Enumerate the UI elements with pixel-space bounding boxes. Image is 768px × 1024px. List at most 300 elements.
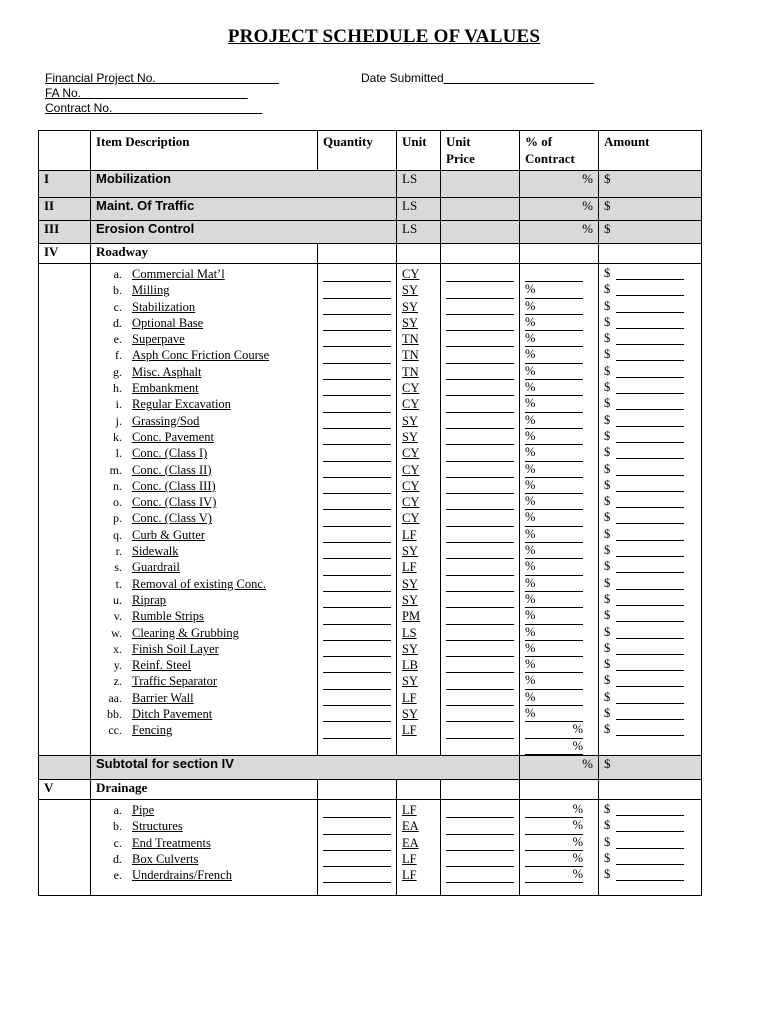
- item-letter: z.: [113, 674, 122, 689]
- item-description: Commercial Mat’l: [132, 267, 225, 281]
- unit-price-blank[interactable]: [446, 510, 514, 526]
- unit-price-blank[interactable]: [446, 657, 514, 673]
- quantity-blank[interactable]: [323, 543, 391, 559]
- unit-price-blank[interactable]: [446, 818, 514, 834]
- unit-price-cell[interactable]: [441, 171, 520, 198]
- list-item: [96, 347, 312, 363]
- amount-underline: [616, 446, 684, 459]
- pct-cell[interactable]: %: [520, 221, 599, 244]
- item-description: Curb & Gutter: [132, 527, 205, 542]
- amount-cell[interactable]: $: [599, 221, 702, 244]
- unit-price-blank[interactable]: [446, 673, 514, 689]
- unit-price-blank[interactable]: [446, 543, 514, 559]
- quantity-blank[interactable]: [323, 802, 391, 818]
- pct-blank[interactable]: %: [525, 429, 583, 445]
- amount-blank[interactable]: [604, 445, 696, 461]
- quantity-blank[interactable]: [323, 429, 391, 445]
- roadway-items-row: [39, 264, 702, 756]
- pct-blank[interactable]: %: [525, 625, 583, 641]
- drainage-amount-col: [599, 799, 702, 895]
- amount-blank[interactable]: [604, 510, 696, 526]
- amount-underline: [616, 868, 684, 881]
- unit-price-blank[interactable]: [446, 299, 514, 315]
- unit-price-blank[interactable]: [446, 559, 514, 575]
- item-unit: SY: [402, 674, 418, 689]
- pct-cell[interactable]: %: [520, 755, 599, 779]
- section-unit: LS: [397, 171, 441, 198]
- empty-cell: [397, 244, 441, 264]
- empty-cell: [520, 244, 599, 264]
- pct-blank[interactable]: %: [525, 331, 583, 347]
- pct-blank[interactable]: %: [525, 706, 583, 722]
- item-description: Conc. Pavement: [132, 429, 214, 444]
- list-item: [96, 315, 312, 331]
- quantity-blank[interactable]: [323, 608, 391, 624]
- list-item: [96, 657, 312, 673]
- list-item: [96, 527, 312, 543]
- empty-cell: [599, 779, 702, 799]
- pct-blank[interactable]: %: [525, 657, 583, 673]
- item-letter: u.: [113, 592, 122, 607]
- empty-cell: [441, 779, 520, 799]
- pct-blank[interactable]: %: [525, 494, 583, 510]
- section-unit: LS: [397, 198, 441, 221]
- amount-underline: [616, 267, 684, 280]
- amount-blank[interactable]: [604, 706, 696, 722]
- quantity-blank[interactable]: [323, 445, 391, 461]
- quantity-blank[interactable]: [323, 641, 391, 657]
- quantity-blank[interactable]: [323, 625, 391, 641]
- item-letter: q.: [113, 527, 122, 542]
- unit-price-blank[interactable]: [446, 641, 514, 657]
- amount-blank[interactable]: [604, 690, 696, 706]
- item-description: Guardrail: [132, 560, 180, 575]
- dollar-sign: $: [604, 298, 611, 313]
- list-item: [96, 364, 312, 380]
- pct-blank[interactable]: %: [525, 527, 583, 543]
- section-num: I: [39, 171, 91, 198]
- quantity-blank[interactable]: [323, 867, 391, 883]
- amount-blank[interactable]: [604, 527, 696, 543]
- list-item: [96, 543, 312, 559]
- unit-price-blank[interactable]: [446, 608, 514, 624]
- dollar-sign: $: [604, 657, 611, 672]
- item-description: Pipe: [132, 802, 155, 817]
- dollar-sign: $: [604, 380, 611, 395]
- unit-price-blank[interactable]: [446, 576, 514, 592]
- amount-underline: [616, 674, 684, 687]
- list-item: [96, 835, 312, 851]
- unit-price-blank[interactable]: [446, 445, 514, 461]
- header-unit-price: [441, 131, 520, 171]
- amount-blank[interactable]: [604, 543, 696, 559]
- item-unit: TN: [402, 364, 419, 379]
- amount-blank[interactable]: [604, 592, 696, 608]
- dollar-sign: $: [604, 543, 611, 558]
- amount-underline: [616, 544, 684, 557]
- amount-underline: [616, 819, 684, 832]
- pct-blank[interactable]: %: [525, 347, 583, 363]
- unit-price-blank[interactable]: [446, 478, 514, 494]
- list-item: [96, 722, 312, 738]
- unit-price-blank[interactable]: [446, 413, 514, 429]
- amount-underline: [616, 495, 684, 508]
- item-unit: LF: [402, 723, 417, 738]
- header-num: [39, 131, 91, 171]
- item-description: Conc. (Class I): [132, 446, 208, 461]
- amount-underline: [616, 560, 684, 573]
- pct-blank[interactable]: %: [525, 510, 583, 526]
- amount-underline: [616, 609, 684, 622]
- item-letter: cc.: [108, 723, 122, 738]
- item-letter: t.: [115, 576, 122, 591]
- list-item: [96, 592, 312, 608]
- unit-price-blank[interactable]: [446, 592, 514, 608]
- amount-underline: [616, 283, 684, 296]
- quantity-blank[interactable]: [323, 818, 391, 834]
- dollar-sign: $: [604, 477, 611, 492]
- empty-cell: [318, 779, 397, 799]
- unit-price-blank[interactable]: [446, 867, 514, 883]
- drainage-pct-col: [520, 799, 599, 895]
- quantity-blank[interactable]: [323, 576, 391, 592]
- pct-blank[interactable]: %: [525, 445, 583, 461]
- pct-blank[interactable]: %: [525, 802, 583, 818]
- pct-blank[interactable]: %: [525, 380, 583, 396]
- pct-blank[interactable]: %: [525, 851, 583, 867]
- pct-blank[interactable]: %: [525, 462, 583, 478]
- section-num: III: [39, 221, 91, 244]
- unit-price-blank[interactable]: [446, 347, 514, 363]
- unit-price-blank[interactable]: [446, 282, 514, 298]
- pct-blank[interactable]: %: [525, 835, 583, 851]
- item-description: Rumble Strips: [132, 609, 204, 624]
- unit-price-blank[interactable]: [446, 706, 514, 722]
- pct-cell[interactable]: %: [520, 171, 599, 198]
- date-submitted-field[interactable]: [361, 71, 594, 85]
- quantity-blank[interactable]: [323, 690, 391, 706]
- dollar-sign: $: [604, 591, 611, 606]
- amount-blank[interactable]: [604, 722, 696, 738]
- amount-cell[interactable]: $: [599, 755, 702, 779]
- quantity-blank[interactable]: [323, 364, 391, 380]
- pct-blank[interactable]: %: [525, 315, 583, 331]
- item-description: Milling: [132, 283, 170, 298]
- quantity-blank[interactable]: [323, 462, 391, 478]
- quantity-blank[interactable]: [323, 510, 391, 526]
- amount-underline: [616, 803, 684, 816]
- amount-blank[interactable]: [604, 673, 696, 689]
- item-description: Grassing/Sod: [132, 413, 200, 428]
- amount-underline: [616, 691, 684, 704]
- amount-underline: [616, 836, 684, 849]
- unit-price-blank[interactable]: [446, 266, 514, 282]
- quantity-blank[interactable]: [323, 396, 391, 412]
- item-unit: EA: [402, 835, 419, 850]
- financial-project-blank: ​: [155, 71, 280, 85]
- quantity-blank[interactable]: [323, 722, 391, 738]
- section-row-drainage: [39, 779, 702, 799]
- roadway-qty-col: [318, 264, 397, 756]
- pct-blank[interactable]: %: [525, 576, 583, 592]
- roadway-unit-col: [397, 264, 441, 756]
- quantity-blank[interactable]: [323, 299, 391, 315]
- item-letter: aa.: [108, 690, 122, 705]
- amount-underline: [616, 397, 684, 410]
- amount-cell[interactable]: $: [599, 171, 702, 198]
- amount-underline: [616, 479, 684, 492]
- amount-blank[interactable]: [604, 315, 696, 331]
- amount-blank[interactable]: [604, 608, 696, 624]
- amount-blank[interactable]: [604, 657, 696, 673]
- item-unit: SY: [402, 576, 418, 591]
- unit-price-blank[interactable]: [446, 527, 514, 543]
- amount-blank[interactable]: [604, 299, 696, 315]
- unit-price-cell[interactable]: [441, 198, 520, 221]
- item-letter: y.: [113, 658, 122, 673]
- item-letter: l.: [115, 446, 122, 461]
- header-pct-1: % of: [525, 134, 553, 149]
- list-item: [96, 331, 312, 347]
- quantity-blank[interactable]: [323, 331, 391, 347]
- unit-price-blank[interactable]: [446, 690, 514, 706]
- pct-blank[interactable]: %: [525, 867, 583, 883]
- amount-blank[interactable]: [604, 494, 696, 510]
- list-item: [96, 559, 312, 575]
- quantity-blank[interactable]: [323, 851, 391, 867]
- pct-blank[interactable]: %: [525, 299, 583, 315]
- amount-blank[interactable]: [604, 478, 696, 494]
- dollar-sign: $: [604, 608, 611, 623]
- item-letter: e.: [113, 868, 122, 883]
- amount-blank[interactable]: [604, 396, 696, 412]
- item-description: Clearing & Grubbing: [132, 625, 239, 640]
- roadway-amount-col: [599, 264, 702, 756]
- amount-blank[interactable]: [604, 331, 696, 347]
- unit-price-blank[interactable]: [446, 462, 514, 478]
- item-letter: o.: [113, 495, 122, 510]
- unit-price-blank[interactable]: [446, 396, 514, 412]
- amount-blank[interactable]: [604, 867, 696, 883]
- item-letter: k.: [113, 429, 122, 444]
- amount-blank[interactable]: [604, 364, 696, 380]
- quantity-blank[interactable]: [323, 380, 391, 396]
- pct-blank[interactable]: [525, 266, 583, 282]
- item-unit: EA: [402, 819, 419, 834]
- list-item: [96, 706, 312, 722]
- list-item: [96, 445, 312, 461]
- pct-blank[interactable]: %: [525, 543, 583, 559]
- unit-price-blank[interactable]: [446, 429, 514, 445]
- quantity-blank[interactable]: [323, 494, 391, 510]
- unit-price-blank[interactable]: [446, 364, 514, 380]
- pct-blank[interactable]: %: [525, 592, 583, 608]
- quantity-blank[interactable]: [323, 266, 391, 282]
- list-item: [96, 673, 312, 689]
- amount-underline: [616, 430, 684, 443]
- section-row-mobilization: [39, 171, 702, 198]
- dollar-sign: $: [604, 363, 611, 378]
- list-item: [96, 576, 312, 592]
- item-description: Barrier Wall: [132, 690, 194, 705]
- amount-blank[interactable]: [604, 851, 696, 867]
- unit-price-blank[interactable]: [446, 494, 514, 510]
- amount-blank[interactable]: [604, 559, 696, 575]
- unit-price-blank[interactable]: [446, 380, 514, 396]
- pct-blank[interactable]: %: [525, 413, 583, 429]
- item-unit: SY: [402, 299, 418, 314]
- pct-blank[interactable]: %: [525, 396, 583, 412]
- unit-price-blank[interactable]: [446, 315, 514, 331]
- quantity-blank[interactable]: [323, 282, 391, 298]
- roadway-desc-col: [91, 264, 318, 756]
- unit-price-blank[interactable]: [446, 331, 514, 347]
- item-unit: SY: [402, 592, 418, 607]
- list-item: [96, 396, 312, 412]
- item-unit: LF: [402, 868, 417, 883]
- contract-no-blank: ​: [112, 101, 263, 115]
- item-description: Structures: [132, 819, 183, 834]
- pct-cell[interactable]: %: [520, 198, 599, 221]
- amount-underline: [616, 528, 684, 541]
- drainage-price-col: [441, 799, 520, 895]
- amount-blank[interactable]: [604, 413, 696, 429]
- contract-no-field[interactable]: [45, 101, 262, 115]
- item-unit: CY: [402, 462, 420, 477]
- amount-blank[interactable]: [604, 818, 696, 834]
- list-item: [96, 299, 312, 315]
- quantity-blank[interactable]: [323, 315, 391, 331]
- section-row-erosion-control: [39, 221, 702, 244]
- amount-blank[interactable]: [604, 835, 696, 851]
- amount-blank[interactable]: [604, 266, 696, 282]
- list-item: [96, 478, 312, 494]
- item-unit: TN: [402, 348, 419, 363]
- quantity-blank[interactable]: [323, 478, 391, 494]
- pct-blank[interactable]: %: [525, 478, 583, 494]
- amount-blank[interactable]: [604, 462, 696, 478]
- list-item: [96, 494, 312, 510]
- unit-price-blank[interactable]: [446, 625, 514, 641]
- item-letter: a.: [113, 267, 122, 281]
- dollar-sign: $: [604, 801, 611, 816]
- empty-cell: [39, 799, 91, 895]
- amount-blank[interactable]: [604, 282, 696, 298]
- item-letter: n.: [113, 478, 122, 493]
- amount-underline: [616, 348, 684, 361]
- item-letter: g.: [113, 364, 122, 379]
- quantity-blank[interactable]: [323, 347, 391, 363]
- section-name: Roadway: [91, 244, 318, 264]
- pct-blank[interactable]: %: [525, 739, 583, 755]
- list-item: [96, 690, 312, 706]
- pct-blank[interactable]: %: [525, 673, 583, 689]
- drainage-qty-col: [318, 799, 397, 895]
- pct-blank[interactable]: %: [525, 641, 583, 657]
- section-name: Erosion Control: [91, 221, 397, 244]
- item-description: Conc. (Class IV): [132, 495, 217, 510]
- item-description: Optional Base: [132, 315, 204, 330]
- item-letter: j.: [115, 413, 122, 428]
- amount-underline: [616, 414, 684, 427]
- item-description: Reinf. Steel: [132, 658, 192, 673]
- unit-price-blank[interactable]: [446, 851, 514, 867]
- amount-blank[interactable]: [604, 641, 696, 657]
- quantity-blank[interactable]: [323, 657, 391, 673]
- unit-price-blank[interactable]: [446, 835, 514, 851]
- amount-blank[interactable]: [604, 576, 696, 592]
- item-letter: b.: [113, 283, 122, 298]
- item-unit: CY: [402, 397, 420, 412]
- quantity-blank[interactable]: [323, 592, 391, 608]
- quantity-blank[interactable]: [323, 527, 391, 543]
- item-letter: a.: [113, 802, 122, 817]
- quantity-blank[interactable]: [323, 673, 391, 689]
- item-description: Sidewalk: [132, 544, 179, 559]
- amount-blank[interactable]: [604, 802, 696, 818]
- item-description: Fencing: [132, 723, 173, 738]
- amount-underline: [616, 300, 684, 313]
- amount-underline: [616, 365, 684, 378]
- amount-cell[interactable]: $: [599, 198, 702, 221]
- pct-blank[interactable]: %: [525, 722, 583, 738]
- section-num: IV: [39, 244, 91, 264]
- unit-price-blank[interactable]: [446, 802, 514, 818]
- quantity-blank[interactable]: [323, 413, 391, 429]
- amount-blank[interactable]: [604, 625, 696, 641]
- item-unit: CY: [402, 495, 420, 510]
- pct-blank[interactable]: %: [525, 364, 583, 380]
- unit-price-cell[interactable]: [441, 221, 520, 244]
- item-description: Finish Soil Layer: [132, 641, 219, 656]
- fa-no-field[interactable]: [45, 86, 248, 100]
- financial-project-field[interactable]: [45, 71, 279, 85]
- drainage-desc-col: [91, 799, 318, 895]
- item-unit: SY: [402, 544, 418, 559]
- roadway-price-col: [441, 264, 520, 756]
- quantity-blank[interactable]: [323, 835, 391, 851]
- dollar-sign: $: [604, 412, 611, 427]
- unit-price-blank[interactable]: [446, 722, 514, 738]
- item-letter: r.: [115, 544, 122, 559]
- amount-blank[interactable]: [604, 429, 696, 445]
- item-letter: bb.: [107, 707, 122, 722]
- pct-blank[interactable]: %: [525, 559, 583, 575]
- item-description: Conc. (Class V): [132, 511, 212, 526]
- dollar-sign: $: [604, 834, 611, 849]
- pct-blank[interactable]: %: [525, 282, 583, 298]
- amount-blank[interactable]: [604, 380, 696, 396]
- dollar-sign: $: [604, 722, 611, 737]
- amount-underline: [616, 642, 684, 655]
- item-description: Underdrains/French: [132, 868, 232, 883]
- pct-blank[interactable]: %: [525, 690, 583, 706]
- list-item: [96, 413, 312, 429]
- empty-cell: [441, 244, 520, 264]
- subtotal-label: Subtotal for section IV: [91, 755, 520, 779]
- list-item: [96, 462, 312, 478]
- pct-blank[interactable]: %: [525, 818, 583, 834]
- quantity-blank[interactable]: [323, 706, 391, 722]
- quantity-blank[interactable]: [323, 559, 391, 575]
- header-pct-2: Contract: [525, 151, 575, 166]
- pct-blank[interactable]: %: [525, 608, 583, 624]
- item-description: Conc. (Class III): [132, 478, 216, 493]
- dollar-sign: $: [604, 673, 611, 688]
- item-letter: h.: [113, 381, 122, 396]
- amount-blank[interactable]: [604, 347, 696, 363]
- item-letter: v.: [113, 609, 122, 624]
